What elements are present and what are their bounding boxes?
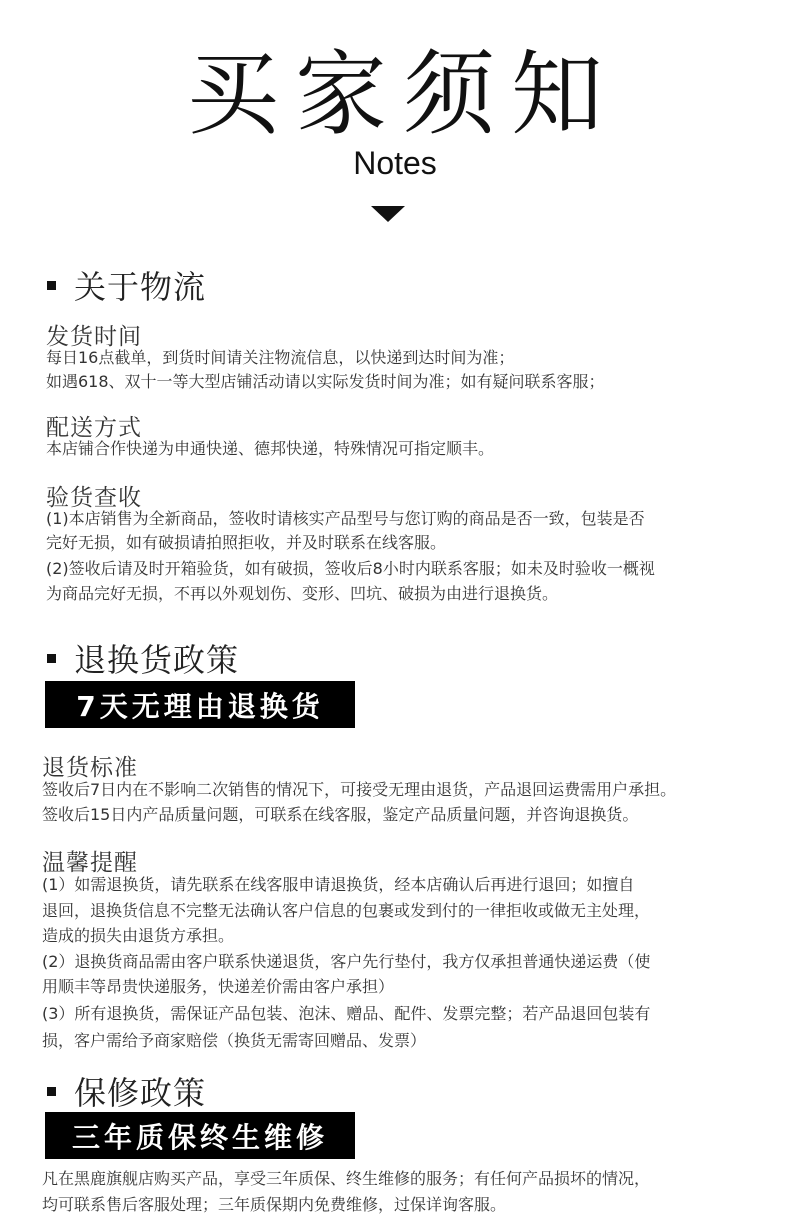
paragraph-line: 完好无损，如有破损请拍照拒收，并及时联系在线客服。 xyxy=(46,533,447,552)
paragraph-line: 凡在黑鹿旗舰店购买产品，享受三年质保、终生维修的服务；有任何产品损坏的情况， xyxy=(42,1169,651,1188)
section-heading-returns xyxy=(47,635,239,681)
section-heading-logistics xyxy=(47,262,206,308)
paragraph-line: (1)本店销售为全新商品，签收时请核实产品型号与您订购的商品是否一致，包装是否 xyxy=(46,509,645,528)
square-bullet-icon xyxy=(47,1087,56,1096)
paragraph-line: 签收后15日内产品质量问题，可联系在线客服，鉴定产品质量问题，并咨询退换货。 xyxy=(42,805,639,824)
page-subtitle: Notes xyxy=(353,145,437,181)
paragraph-line: 签收后7日内在不影响二次销售的情况下，可接受无理由退货，产品退回运费需用户承担。 xyxy=(42,780,677,799)
section-heading-text: 关于物流 xyxy=(74,268,207,306)
page-title: 买家须知 xyxy=(186,41,619,148)
paragraph-line: (2)签收后请及时开箱验货，如有破损，签收后8小时内联系客服；如未及时验收一概视 xyxy=(46,559,655,578)
section-heading-text: 保修政策 xyxy=(74,1074,207,1112)
subheading-delivery: 配送方式 xyxy=(46,415,142,441)
section-heading-warranty xyxy=(47,1068,206,1114)
returns-banner: 7天无理由退换货 xyxy=(45,681,355,728)
square-bullet-icon xyxy=(47,654,56,663)
paragraph-line: (3）所有退换货，需保证产品包装、泡沫、赠品、配件、发票完整；若产品退回包装有 xyxy=(42,1004,651,1023)
subheading-reminder: 温馨提醒 xyxy=(42,850,138,876)
paragraph-line: 本店铺合作快递为申通快递、德邦快递，特殊情况可指定顺丰。 xyxy=(46,439,495,458)
section-heading-text: 退换货政策 xyxy=(74,641,240,679)
paragraph-line: 损，客户需给予商家赔偿（换货无需寄回赠品、发票） xyxy=(42,1031,427,1050)
paragraph-line: 每日16点截单，到货时间请关注物流信息，以快递到达时间为准； xyxy=(46,348,515,367)
paragraph-line: 均可联系售后客服处理；三年质保期内免费维修，过保详询客服。 xyxy=(42,1195,507,1214)
paragraph-line: 造成的损失由退货方承担。 xyxy=(42,926,235,945)
subheading-shipping-time: 发货时间 xyxy=(46,324,142,350)
paragraph-line: 退回，退换货信息不完整无法确认客户信息的包裹或发到付的一律拒收或做无主处理， xyxy=(42,901,651,920)
paragraph-line: 用顺丰等昂贵快递服务，快递差价需由客户承担） xyxy=(42,977,395,996)
paragraph-line: 如遇618、双十一等大型店铺活动请以实际发货时间为准；如有疑问联系客服； xyxy=(46,372,605,391)
subheading-return-standard: 退货标准 xyxy=(42,755,138,781)
square-bullet-icon xyxy=(47,281,56,290)
warranty-banner: 三年质保终生维修 xyxy=(45,1112,355,1159)
down-triangle-icon xyxy=(371,206,405,222)
paragraph-line: (2）退换货商品需由客户联系快递退货，客户先行垫付，我方仅承担普通快递运费（使 xyxy=(42,952,651,971)
subheading-inspection: 验货查收 xyxy=(46,485,142,511)
paragraph-line: (1）如需退换货，请先联系在线客服申请退换货，经本店确认后再进行退回；如擅自 xyxy=(42,875,635,894)
paragraph-line: 为商品完好无损，不再以外观划伤、变形、凹坑、破损为由进行退换货。 xyxy=(46,584,559,603)
